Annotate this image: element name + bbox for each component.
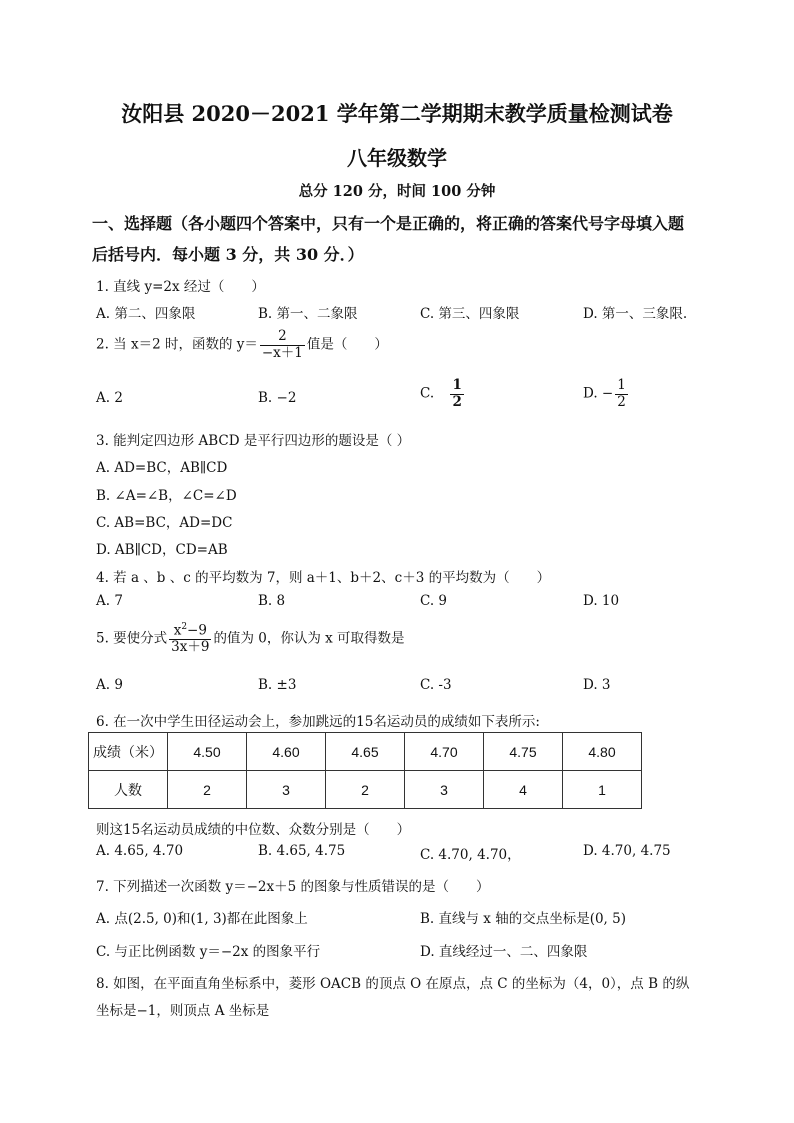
question-3-option-d: D. AB∥CD，CD=AB — [96, 542, 228, 558]
fraction-denominator: −x＋1 — [261, 344, 303, 361]
question-7-stem: 7. 下列描述一次函数 y＝−2x＋5 的图象与性质错误的是（ ） — [96, 879, 490, 895]
question-6-option-a: A. 4.65, 4.70 — [96, 843, 184, 859]
question-2-option-c — [420, 378, 466, 410]
question-5-stem — [96, 622, 405, 656]
section-heading-line2: 后括号内．每小题 3 分，共 30 分．） — [92, 245, 364, 264]
question-4-option-b: B. 8 — [258, 593, 286, 609]
question-4-option-c: C. 9 — [420, 593, 448, 609]
fraction-denominator: 3x＋9 — [171, 639, 210, 656]
table-cell: 4.70 — [405, 733, 484, 771]
option-d-fraction — [615, 378, 628, 410]
question-2-stem-pre: 2. 当 x＝2 时，函数的 y＝ — [96, 336, 258, 353]
table-header-cell: 人数 — [89, 771, 168, 809]
question-4-option-d: D. 10 — [583, 593, 620, 609]
question-2-stem — [96, 329, 388, 361]
question-7-option-c: C. 与正比例函数 y＝−2x 的图象平行 — [96, 944, 321, 960]
question-5-option-b: B. ±3 — [258, 677, 297, 693]
question-1-option-c: C. 第三、四象限 — [420, 306, 520, 322]
fraction-numerator: 1 — [617, 377, 626, 393]
table-cell: 4 — [484, 771, 563, 809]
table-row — [89, 771, 642, 809]
question-6-option-b: B. 4.65, 4.75 — [258, 843, 346, 859]
table-cell: 2 — [168, 771, 247, 809]
table-cell: 4.50 — [168, 733, 247, 771]
table-cell: 4.75 — [484, 733, 563, 771]
question-6-option-d: D. 4.70, 4.75 — [583, 843, 671, 859]
question-3-option-a: A. AD=BC，AB∥CD — [96, 460, 228, 476]
option-c-fraction — [450, 378, 463, 410]
question-8-line1: 8. 如图，在平面直角坐标系中，菱形 OACB 的顶点 O 在原点，点 C 的坐标为（4，0），点 B 的纵 — [96, 976, 690, 992]
fraction-denominator: 2 — [617, 393, 626, 410]
fraction-numerator: 1 — [452, 377, 462, 393]
question-5-stem-post: 的值为 0，你认为 x 可取得数是 — [213, 630, 405, 647]
option-c-label: C. — [420, 385, 435, 402]
option-d-label: D. − — [583, 385, 614, 402]
question-6-stem: 6. 在一次中学生田径运动会上，参加跳远的15名运动员的成绩如下表所示: — [96, 714, 540, 730]
question-3-option-b: B. ∠A=∠B，∠C=∠D — [96, 488, 237, 504]
question-5-option-d: D. 3 — [583, 677, 611, 693]
question-4-option-a: A. 7 — [96, 593, 123, 609]
question-2-fraction — [260, 329, 305, 361]
table-cell: 4.60 — [247, 733, 326, 771]
question-5-option-c: C. -3 — [420, 677, 452, 693]
question-1-stem: 1. 直线 y=2x 经过（ ） — [96, 279, 265, 295]
question-7-option-b: B. 直线与 x 轴的交点坐标是(0, 5) — [420, 911, 626, 927]
table-cell: 4.65 — [326, 733, 405, 771]
table-cell: 2 — [326, 771, 405, 809]
question-1-option-d: D. 第一、三象限. — [583, 306, 688, 322]
question-6-option-c: C. 4.70, 4.70， — [420, 847, 521, 863]
question-1-option-b: B. 第一、二象限 — [258, 306, 358, 322]
question-5-stem-pre: 5. 要使分式 — [96, 630, 168, 647]
section-heading-line1: 一、选择题（各小题四个答案中，只有一个是正确的，将正确的答案代号字母填入题 — [92, 214, 685, 233]
question-4-stem: 4. 若 a 、b 、c 的平均数为 7，则 a＋1、b＋2、c＋3 的平均数为（ ） — [96, 570, 551, 586]
table-cell: 3 — [247, 771, 326, 809]
table-header-cell: 成绩（米） — [89, 733, 168, 771]
question-1-option-a: A. 第二、四象限 — [96, 306, 196, 322]
scores-table — [88, 732, 642, 809]
exam-title: 汝阳县 2020－2021 学年第二学期期末教学质量检测试卷 — [121, 101, 673, 126]
question-2-option-a: A. 2 — [96, 390, 123, 406]
question-3-option-c: C. AB=BC，AD=DC — [96, 515, 233, 531]
table-cell: 4.80 — [563, 733, 642, 771]
table-row — [89, 733, 642, 771]
question-6-followup: 则这15名运动员成绩的中位数、众数分别是（ ） — [96, 822, 411, 838]
question-7-option-d: D. 直线经过一、二、四象限 — [420, 944, 588, 960]
exam-info: 总分 120 分，时间 100 分钟 — [298, 183, 496, 200]
question-5-fraction — [169, 622, 211, 656]
numerator-exponent: 2 — [181, 622, 188, 632]
fraction-numerator — [169, 622, 211, 640]
question-2-option-b: B. −2 — [258, 390, 297, 406]
numerator-rest: −9 — [187, 622, 207, 639]
fraction-numerator: 2 — [260, 329, 305, 346]
question-3-stem: 3. 能判定四边形 ABCD 是平行四边形的题设是（ ） — [96, 433, 411, 449]
numerator-base: x — [173, 622, 182, 639]
exam-subtitle: 八年级数学 — [347, 146, 447, 170]
question-2-option-d — [583, 378, 630, 410]
table-cell: 1 — [563, 771, 642, 809]
question-5-option-a: A. 9 — [96, 677, 123, 693]
question-7-option-a: A. 点(2.5, 0)和(1, 3)都在此图象上 — [96, 911, 308, 927]
table-cell: 3 — [405, 771, 484, 809]
question-8-line2: 坐标是−1，则顶点 A 坐标是 — [96, 1003, 270, 1019]
question-2-stem-post: 值是（ ） — [306, 336, 388, 353]
fraction-denominator: 2 — [452, 393, 462, 410]
